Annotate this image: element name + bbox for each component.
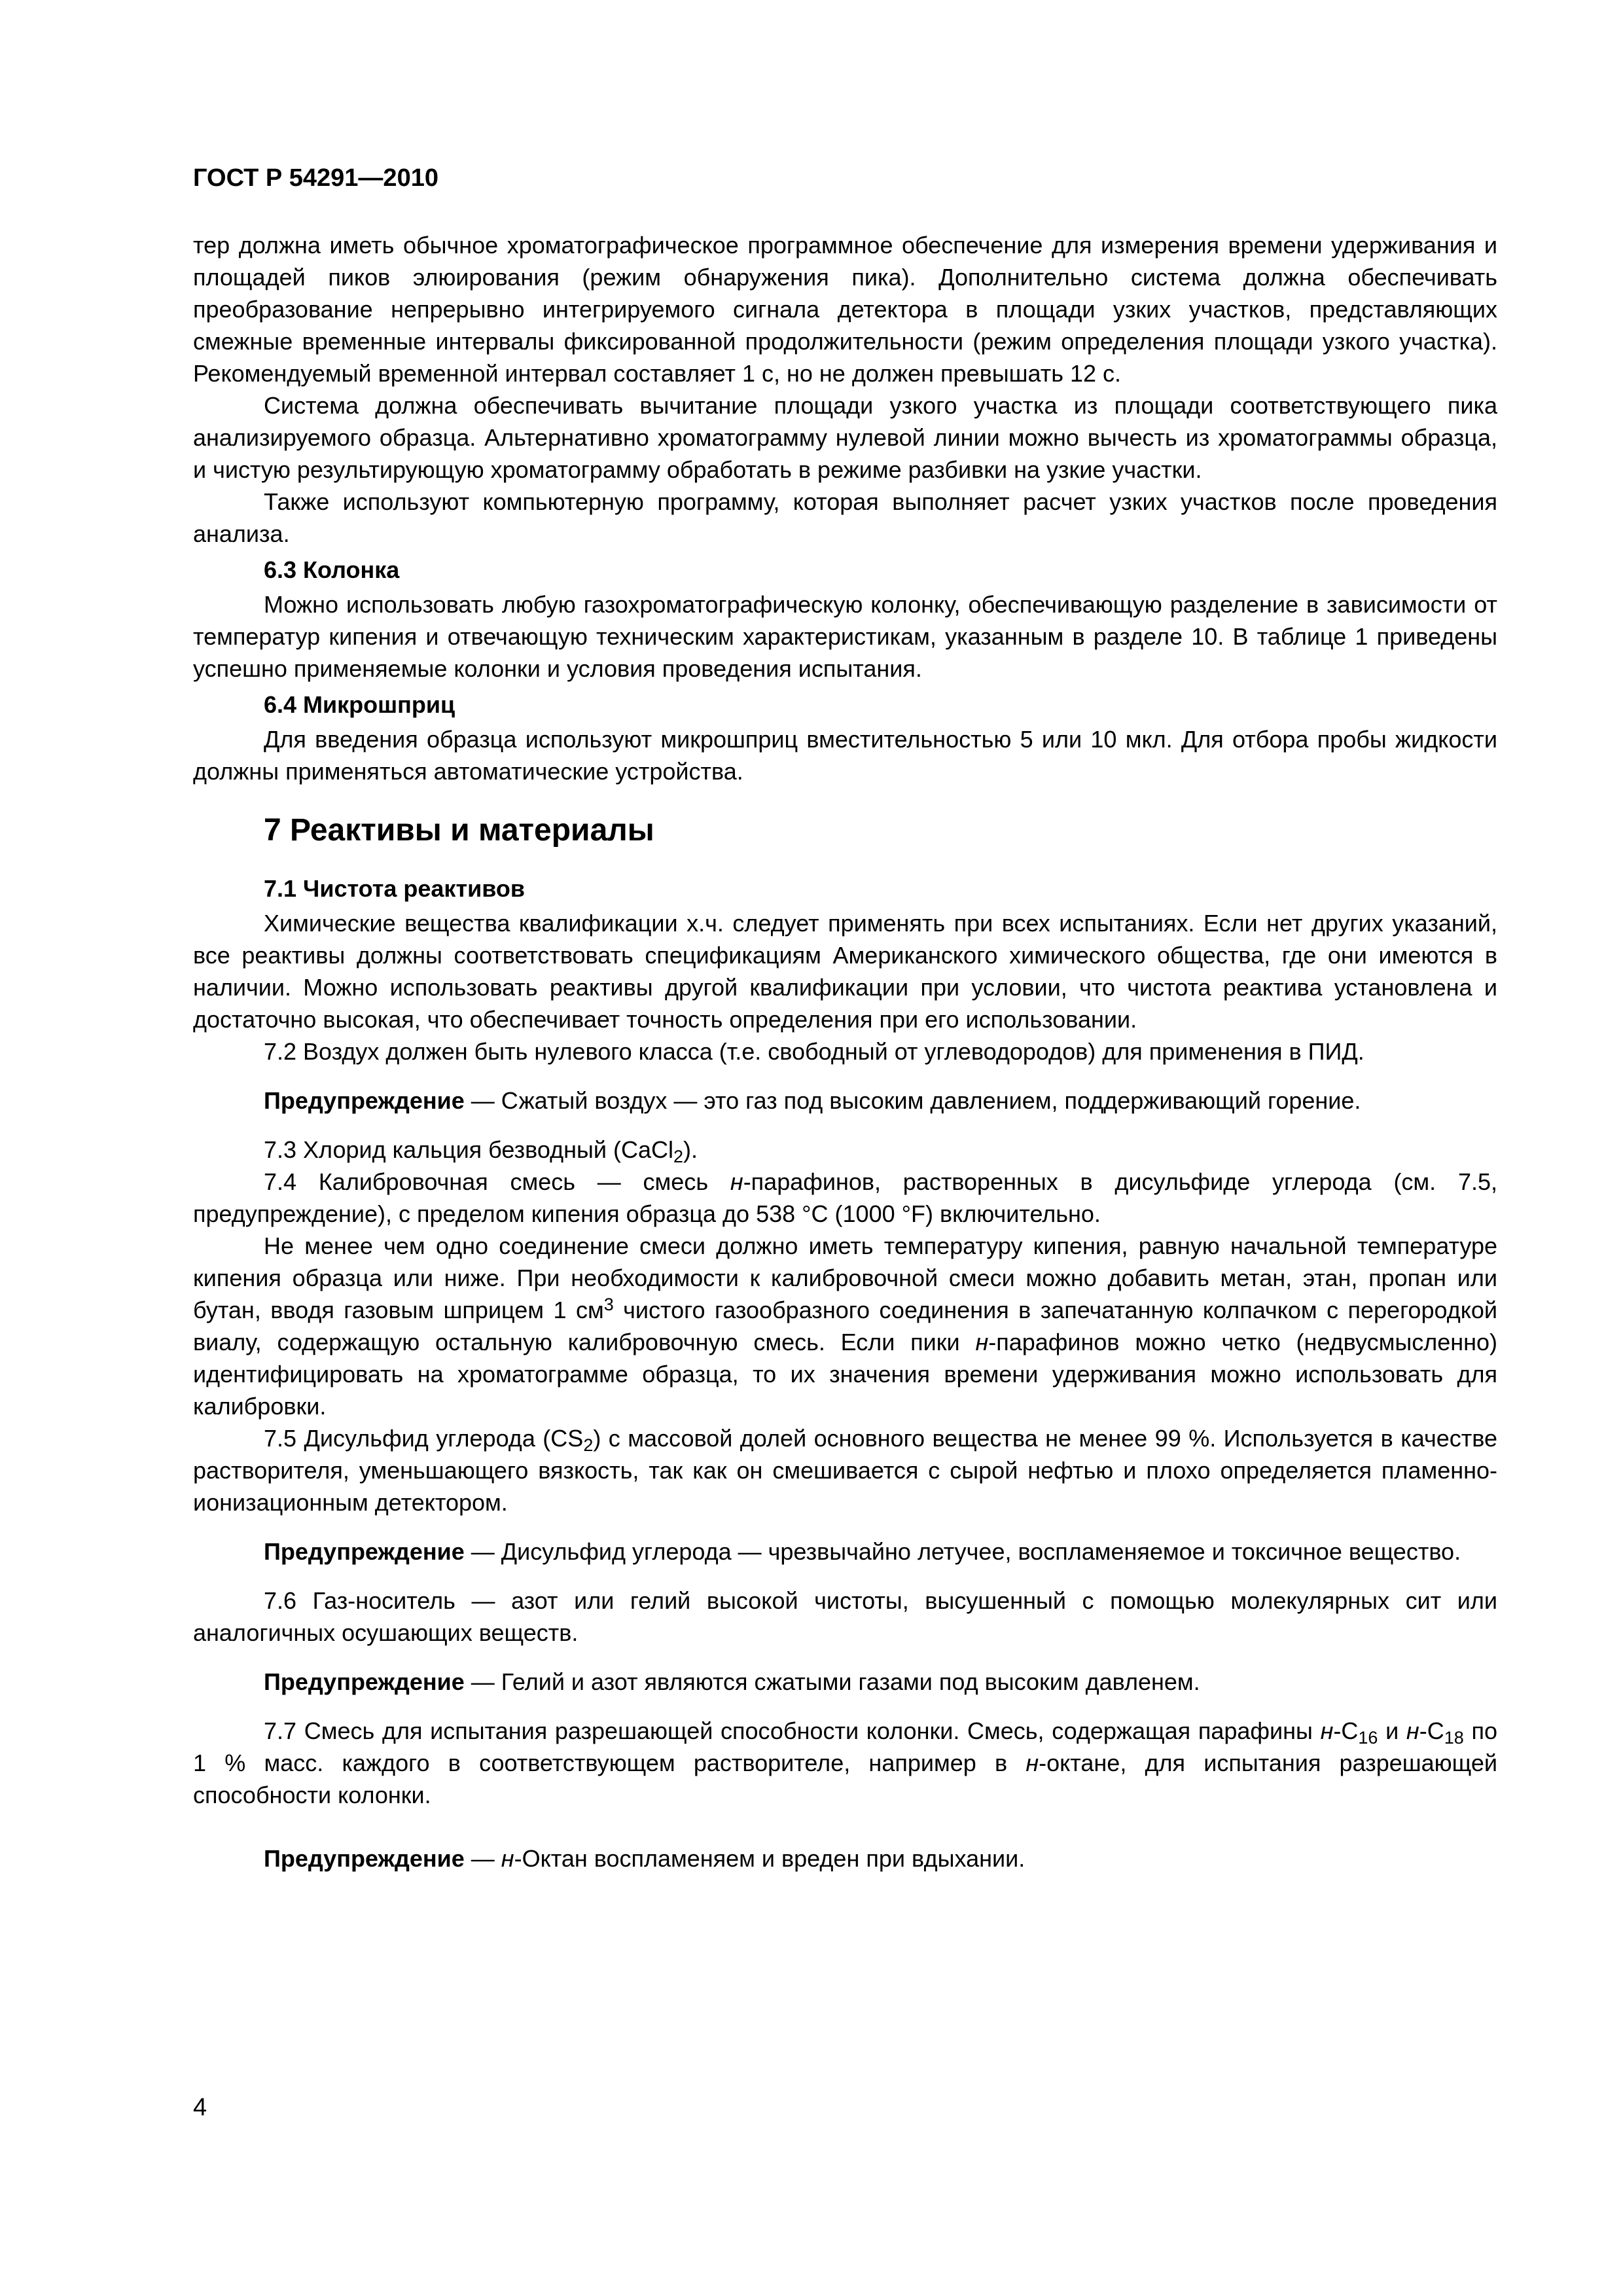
document-body <box>193 229 1497 1874</box>
subscript: 2 <box>583 1435 594 1455</box>
text-run: по 1 % масс. каждого в соответствующем растворителе, например в <box>193 1717 1497 1776</box>
paragraph: Химические вещества квалификации х.ч. следует применять при всех испытаниях. Если нет других указаний, все реактивы должны соответствовать спецификациям Американского химического общества, где они имеются в наличии. Можно использовать реактивы другой квалификации при условии, что чистота реактива установлена и достаточно высокая, что обеспечивает точность определения при его использовании. <box>193 910 1497 1033</box>
warning-paragraph <box>193 1085 1497 1117</box>
page-number: 4 <box>193 2094 207 2121</box>
warning-label: Предупреждение <box>264 1668 465 1695</box>
text-run: чистого газообразного соединения в запечатанную колпачком с перегородкой виалу, содержащую остальную калибровочную смесь. Если пики <box>193 1297 1497 1355</box>
paragraph: 7.2 Воздух должен быть нулевого класса (т.е. свободный от углеводородов) для применения в ПИД. <box>264 1038 1364 1065</box>
italic-run: н <box>501 1845 514 1872</box>
section-heading-7: 7 Реактивы и материалы <box>264 813 654 848</box>
section-heading-6-4: 6.4 Микрошприц <box>264 691 455 718</box>
text-run: ). <box>683 1136 698 1163</box>
text-run: -парафинов можно четко (недвусмысленно) идентифицировать на хроматограмме образца, то их значения времени удерживания можно использовать для калибровки. <box>193 1329 1497 1420</box>
warning-label: Предупреждение <box>264 1087 465 1114</box>
warning-text: — Дисульфид углерода — чрезвычайно летучее, воспламеняемое и токсичное вещество. <box>464 1538 1461 1565</box>
text-run: -C <box>1419 1717 1444 1744</box>
paragraph: 7.6 Газ-носитель — азот или гелий высокой чистоты, высушенный с помощью молекулярных сит или аналогичных осушающих веществ. <box>193 1587 1497 1646</box>
warning-paragraph <box>193 1666 1497 1698</box>
text-run: -C <box>1333 1717 1359 1744</box>
paragraph: Для введения образца используют микрошприц вместительностью 5 или 10 мкл. Для отбора пробы жидкости должны применяться автоматические устройства. <box>193 726 1497 785</box>
section-heading-6-3: 6.3 Колонка <box>264 556 400 583</box>
italic-run: н <box>1026 1749 1039 1776</box>
paragraph: тер должна иметь обычное хроматографическое программное обеспечение для измерения времени удерживания и площадей пиков элюирования (режим обнаружения пика). Дополнительно система должна обеспечивать преобразование непрерывно интегрируемого сигнала детектора в площади узких участков, представляющих смежные временные интервалы фиксированной продолжительности (режим определения площади узкого участка). Рекомендуемый временной интервал составляет 1 с, но не должен превышать 12 с. <box>193 232 1497 387</box>
text-run: -парафинов, растворенных в дисульфиде углерода (см. 7.5, предупреждение), с пределом кипения образца до 538 °C (1000 °F) включительно. <box>193 1168 1498 1227</box>
section-heading-7-1: 7.1 Чистота реактивов <box>264 875 525 902</box>
text-run: 7.4 Калибровочная смесь — смесь <box>264 1168 730 1195</box>
text-run: -октане, для испытания разрешающей способности колонки. <box>193 1749 1497 1808</box>
paragraph <box>193 1715 1497 1811</box>
italic-run: н <box>1320 1717 1334 1744</box>
warning-label: Предупреждение <box>264 1845 465 1872</box>
warning-paragraph <box>193 1535 1497 1568</box>
superscript: 3 <box>603 1294 614 1314</box>
italic-run: н <box>1406 1717 1419 1744</box>
text-run: 7.3 Хлорид кальция безводный (CaCl <box>264 1136 673 1163</box>
text-run: 7.5 Дисульфид углерода (CS <box>264 1425 584 1452</box>
text-run: ) с массовой долей основного вещества не менее 99 %. Используется в качестве растворителя, уменьшающего вязкость, так как он смешивается с сырой нефтью и плохо определяется пламенно-ионизационным детектором. <box>193 1425 1497 1516</box>
subscript: 18 <box>1444 1727 1464 1748</box>
warning-label: Предупреждение <box>264 1538 465 1565</box>
subscript: 16 <box>1358 1727 1378 1748</box>
paragraph <box>193 1422 1497 1518</box>
document-header: ГОСТ Р 54291—2010 <box>193 164 438 192</box>
text-run: Не менее чем одно соединение смеси должно иметь температуру кипения, равную начальной температуре кипения образца или ниже. При необходимости к калибровочной смеси можно добавить метан, этан, пропан или бутан, вводя газовым шприцем 1 см <box>193 1232 1497 1323</box>
paragraph: Система должна обеспечивать вычитание площади узкого участка из площади соответствующего пика анализируемого образца. Альтернативно хроматограмму нулевой линии можно вычесть из хроматограммы образца, и чистую результирующую хроматограмму обработать в режиме разбивки на узкие участки. <box>193 392 1497 483</box>
paragraph: Также используют компьютерную программу, которая выполняет расчет узких участков после проведения анализа. <box>193 488 1497 547</box>
text-run: 7.7 Смесь для испытания разрешающей способности колонки. Смесь, содержащая парафины <box>264 1717 1321 1744</box>
warning-text: -Октан воспламеняем и вреден при вдыхании. <box>514 1845 1026 1872</box>
warning-text: — Сжатый воздух — это газ под высоким давлением, поддерживающий горение. <box>464 1087 1361 1114</box>
paragraph <box>193 1166 1497 1230</box>
warning-text: — Гелий и азот являются сжатыми газами под высоким давленем. <box>464 1668 1200 1695</box>
italic-run: н <box>975 1329 989 1355</box>
text-run: и <box>1378 1717 1406 1744</box>
warning-paragraph <box>193 1842 1497 1874</box>
paragraph <box>193 1134 1497 1166</box>
subscript: 2 <box>673 1146 683 1166</box>
text-run: — <box>464 1845 501 1872</box>
paragraph <box>193 1230 1497 1422</box>
italic-run: н <box>730 1168 743 1195</box>
paragraph: Можно использовать любую газохроматографическую колонку, обеспечивающую разделение в зависимости от температур кипения и отвечающую техническим характеристикам, указанным в разделе 10. В таблице 1 приведены успешно применяемые колонки и условия проведения испытания. <box>193 591 1497 682</box>
